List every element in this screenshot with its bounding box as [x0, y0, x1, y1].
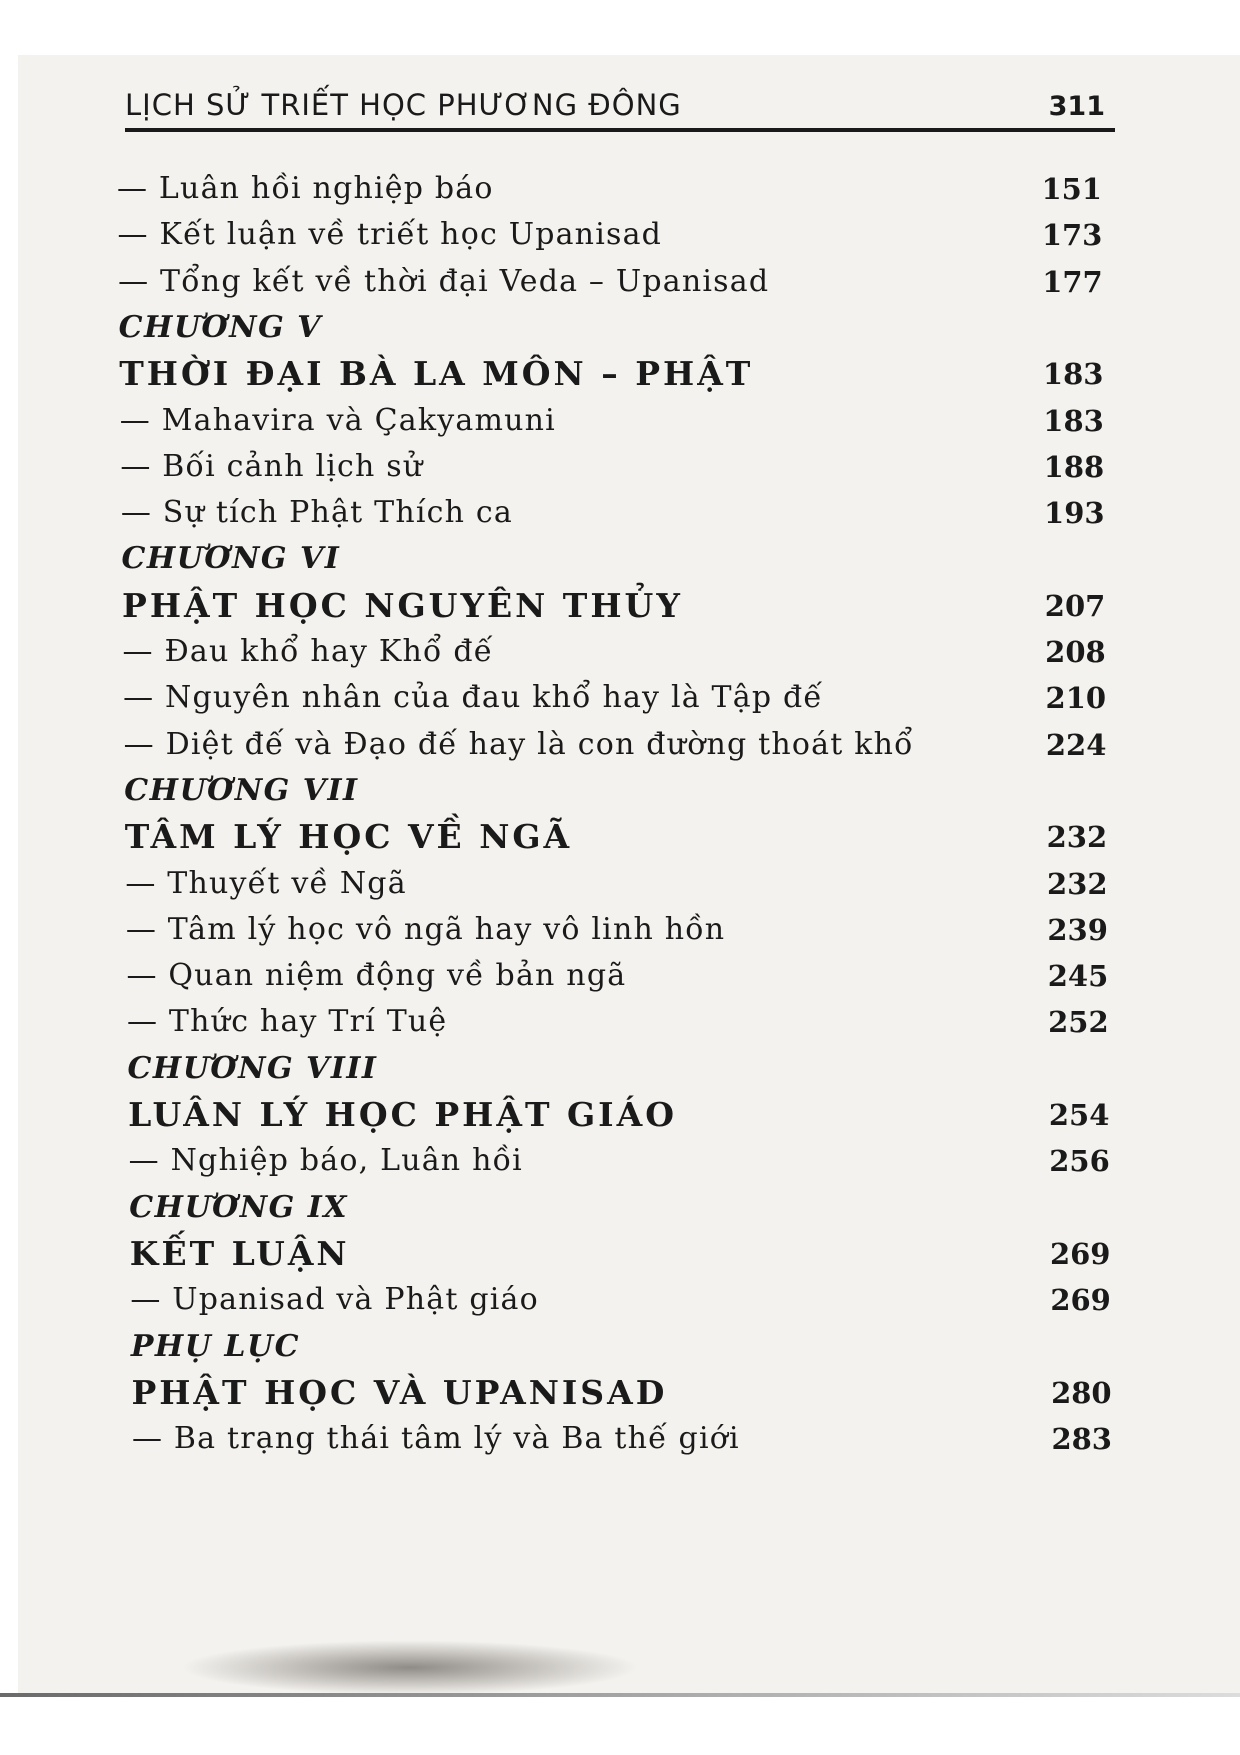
toc-text: — Sự tích Phật Thích ca: [120, 495, 513, 531]
toc-entry: [129, 1138, 1110, 1184]
toc-entry: [120, 444, 1104, 490]
toc-chapter-title: [130, 1231, 1111, 1277]
toc-page-number: 193: [1044, 496, 1105, 531]
toc-entry: [130, 1277, 1111, 1323]
toc-chapter-title: [122, 583, 1105, 629]
toc-chapter-title: [128, 1092, 1109, 1138]
page-number: 311: [1048, 91, 1105, 122]
toc-text: CHƯƠNG V: [118, 309, 322, 345]
toc-page-number: 210: [1045, 681, 1107, 716]
toc-entry: [121, 490, 1105, 536]
toc-page-number: 280: [1051, 1375, 1112, 1410]
toc-page-number: 283: [1051, 1422, 1112, 1457]
toc-text: CHƯƠNG IX: [129, 1189, 349, 1225]
toc-text: LUÂN LÝ HỌC PHẬT GIÁO: [128, 1095, 677, 1134]
toc-entry: [126, 953, 1108, 999]
toc-entry: [124, 722, 1107, 768]
page-shadow: [180, 1640, 640, 1695]
toc-text: THỜI ĐẠI BÀ LA MÔN – PHẬT: [119, 354, 754, 394]
toc-page-number: 239: [1047, 912, 1108, 947]
toc-text: — Kết luận về triết học Upanisad: [117, 217, 663, 253]
toc-text: TÂM LÝ HỌC VỀ NGÃ: [124, 817, 573, 857]
toc-chapter-title: [131, 1370, 1111, 1416]
toc-chapter-title: [125, 814, 1107, 860]
toc-chapter-title: [119, 351, 1103, 397]
toc-page-number: 232: [1046, 820, 1108, 855]
toc-text: PHẬT HỌC VÀ UPANISAD: [131, 1372, 668, 1412]
toc-page-number: 232: [1047, 866, 1108, 901]
toc-page-number: 183: [1043, 403, 1104, 438]
toc-entry: [125, 861, 1107, 907]
toc-entry: [118, 212, 1103, 258]
page-bottom-edge: [0, 1693, 1240, 1697]
toc-text: — Ba trạng thái tâm lý và Ba thế giới: [132, 1421, 740, 1457]
toc-page-number: 269: [1049, 1236, 1111, 1271]
toc-page-number: 173: [1041, 218, 1103, 253]
toc-page-number: 254: [1048, 1098, 1110, 1132]
toc-page-number: 208: [1045, 635, 1106, 669]
toc-text: CHƯƠNG VIII: [127, 1050, 378, 1086]
toc-entry: [120, 398, 1104, 444]
toc-chapter-label: [129, 1185, 1110, 1231]
toc-page-number: 269: [1050, 1283, 1111, 1318]
toc-entry: [118, 259, 1103, 305]
toc-text: — Đau khổ hay Khổ đế: [122, 634, 494, 669]
toc-chapter-label: [121, 536, 1105, 582]
running-title: LỊCH SỬ TRIẾT HỌC PHƯƠNG ĐÔNG: [125, 88, 682, 122]
toc-text: — Thức hay Trí Tuệ: [127, 1004, 448, 1040]
toc-page-number: 245: [1047, 959, 1109, 994]
toc-text: CHƯƠNG VII: [124, 772, 359, 808]
toc-page-number: 183: [1042, 357, 1104, 392]
toc-text: — Quan niệm động về bản ngã: [126, 958, 627, 994]
toc-text: — Nghiệp báo, Luân hồi: [128, 1143, 523, 1179]
toc-text: — Bối cảnh lịch sử: [120, 448, 424, 484]
toc-text: — Thuyết về Ngã: [125, 865, 407, 901]
toc-page-number: 177: [1042, 264, 1103, 299]
toc-page-number: 252: [1048, 1005, 1109, 1040]
toc-chapter-label: [119, 305, 1103, 351]
toc-page-number: 188: [1043, 449, 1105, 484]
toc-text: — Luân hồi nghiệp báo: [117, 171, 494, 206]
toc-entry: [117, 166, 1102, 212]
toc-text: — Nguyên nhân của đau khổ hay là Tập đế: [123, 680, 824, 716]
toc-entry: [126, 907, 1108, 953]
toc-entry: [123, 629, 1106, 675]
toc-text: CHƯƠNG VI: [121, 541, 341, 577]
toc-text: — Upanisad và Phật giáo: [130, 1282, 539, 1318]
toc-page-number: 256: [1049, 1144, 1110, 1179]
toc-page-number: 207: [1044, 588, 1106, 623]
toc-text: — Tổng kết về thời đại Veda – Upanisad: [118, 263, 770, 299]
toc-entry: [123, 675, 1106, 721]
toc-text: — Mahavira và Çakyamuni: [119, 402, 556, 438]
toc-chapter-label: [128, 1046, 1109, 1092]
toc-text: PHẬT HỌC NGUYÊN THỦY: [122, 585, 683, 625]
toc-page-number: 151: [1041, 172, 1102, 206]
toc-text: — Tâm lý học vô ngã hay vô linh hồn: [125, 911, 726, 947]
toc-entry: [132, 1416, 1112, 1462]
toc-chapter-label: [131, 1324, 1111, 1370]
toc-page-number: 224: [1045, 727, 1107, 762]
toc-chapter-label: [124, 768, 1107, 814]
toc-text: PHỤ LỤC: [130, 1328, 301, 1364]
toc-entry: [127, 999, 1109, 1045]
toc-text: — Diệt đế và Đạo đế hay là con đường thoát khổ: [123, 726, 914, 762]
toc-text: KẾT LUẬN: [129, 1233, 350, 1273]
